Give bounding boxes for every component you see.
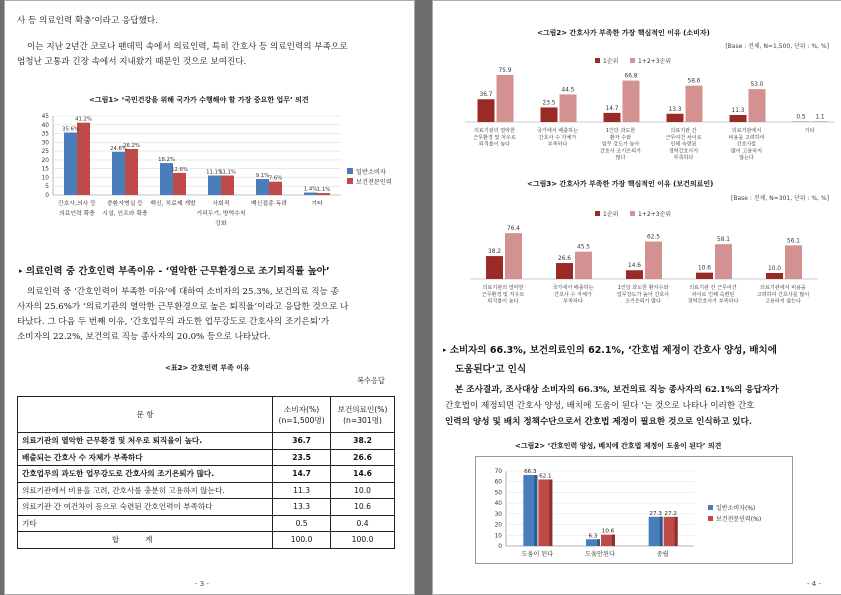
table-row: 간호업무의 과도한 업무강도로 간호사의 조기은퇴가 많다. 14.7 14.6 bbox=[18, 466, 395, 483]
bar-consumer bbox=[256, 179, 269, 195]
data-label: 1.1% bbox=[316, 187, 331, 194]
section-heading-line2: 도움된다’고 인식 bbox=[455, 364, 527, 375]
bar-total bbox=[812, 121, 829, 122]
x-category-label: 중환자병실 등 bbox=[106, 201, 144, 207]
category-label: 고용하지 않는다 bbox=[764, 298, 802, 305]
fig2-consumer-chart bbox=[445, 39, 835, 174]
fig4-caption: <그림2> ‘간호인력 양성, 배치에 간호법 제정이 도움이 된다’ 의견 bbox=[515, 442, 722, 450]
category-label: 조기은퇴가 많다 bbox=[624, 298, 662, 305]
fig4-legend-consumer: 일반소비자(%) bbox=[716, 505, 756, 512]
table-row: 의료기관에서 비용을 고려, 간호사를 충분히 고용하지 않는다. 11.3 10.0 bbox=[18, 482, 395, 499]
x-category-label: 백신접종 독려 bbox=[250, 201, 288, 207]
data-label-1st: 23.5 bbox=[542, 100, 556, 107]
bar-shade bbox=[597, 539, 600, 546]
category-label: 의료기관의 열악한 bbox=[474, 128, 515, 134]
legend-swatch-professional bbox=[347, 178, 353, 184]
data-label-total: 76.4 bbox=[507, 226, 520, 233]
data-label-1st: 14.7 bbox=[605, 105, 619, 112]
section-heading-nurse-shortage bbox=[19, 263, 330, 277]
data-label-total: 58.1 bbox=[717, 237, 730, 244]
data-label: 9.1% bbox=[255, 173, 270, 180]
intro-line-3: 엄청난 고통과 긴장 속에서 지내왔기 때문인 것으로 보여진다. bbox=[17, 57, 247, 67]
fig2-legend-1st: 1순위 bbox=[603, 58, 619, 65]
x-category-label: 거리두기, 방역수칙 bbox=[196, 211, 246, 217]
figure1-bar-chart bbox=[15, 107, 407, 241]
table2 bbox=[17, 396, 395, 549]
fig4-legend-swatch-professional bbox=[708, 516, 713, 521]
bar-total bbox=[749, 89, 766, 122]
page-number: - 4 - bbox=[807, 580, 821, 588]
y-tick-label: 10 bbox=[41, 175, 49, 182]
data-label-1st: 13.3 bbox=[668, 106, 682, 113]
category-label: 비용을 고려하여 bbox=[728, 134, 765, 141]
fig3-professional-chart bbox=[445, 191, 835, 321]
data-label: 27.2 bbox=[664, 510, 677, 517]
y-tick-label: 0 bbox=[45, 193, 49, 199]
para-line-1: 의료인력 중 ‘간호인력이 부족한 이유’에 대하여 소비자의 25.3%, 보건의료 직능 종 bbox=[27, 287, 339, 297]
bar-total bbox=[497, 75, 514, 122]
table-row: 배출되는 간호사 수 자체가 부족하다 23.5 26.6 bbox=[18, 449, 395, 466]
category-label: 퇴직률이 높다 bbox=[478, 141, 511, 148]
category-label: 근무여건 차이로 bbox=[665, 134, 702, 141]
category-label: 차이로 인해 숙련된 bbox=[691, 291, 735, 298]
data-label: 11.1% bbox=[219, 169, 236, 176]
para-line-2: 사자의 25.6%가 ‘의료기관의 열악한 근무환경으로 높은 퇴직율’이라고 응답한 것으로 나 bbox=[17, 302, 349, 312]
y-tick-label: 10 bbox=[494, 533, 502, 540]
category-label: 의료기관 간 bbox=[670, 128, 697, 134]
bar-professional bbox=[77, 123, 90, 195]
bar-professional bbox=[125, 149, 138, 195]
bar-professional bbox=[317, 193, 330, 195]
bar-total bbox=[715, 244, 732, 279]
data-label: 26.2% bbox=[123, 143, 140, 150]
bar-consumer bbox=[112, 152, 125, 195]
bar-1st bbox=[626, 270, 643, 279]
y-tick-label: 45 bbox=[41, 114, 49, 120]
intro-line-1: 사 등 의료인력 확충’이라고 응답했다. bbox=[17, 16, 158, 26]
fig3-caption: <그림3> 간호사가 부족한 가장 핵심적인 이유 (보건의료인) bbox=[527, 180, 714, 188]
data-label: 7.6% bbox=[268, 175, 283, 182]
category-label: 많이 고용하지 bbox=[730, 148, 763, 155]
fig4-legend-swatch-consumer bbox=[708, 505, 713, 510]
bar-shade bbox=[675, 517, 678, 546]
legend-swatch-consumer bbox=[347, 168, 353, 174]
data-label-total: 53.0 bbox=[750, 82, 764, 89]
y-tick-label: 40 bbox=[494, 501, 502, 508]
y-tick-label: 30 bbox=[41, 140, 49, 147]
bar-total bbox=[785, 245, 802, 279]
category-label: 간호사 수 자체가 bbox=[538, 134, 577, 141]
section-heading-nursing-act: ▸ 소비자의 66.3%, 보건의료인의 62.1%, ‘간호법 제정이 간호사 양성, 배치에 bbox=[443, 345, 777, 356]
bar-shade bbox=[612, 535, 615, 546]
x-category-label: 의료인력 확충 bbox=[58, 211, 96, 217]
fig2-caption: <그림2> 간호사가 부족한 가장 핵심적인 이유 (소비자) bbox=[537, 29, 710, 37]
category-label: 국가에서 배출하는 bbox=[537, 128, 578, 134]
bar-professional bbox=[173, 173, 186, 195]
bullet-icon: ▸ bbox=[443, 346, 447, 354]
data-label: 24.6% bbox=[110, 145, 127, 152]
page-3 bbox=[4, 0, 415, 595]
y-tick-label: 70 bbox=[494, 469, 502, 475]
bar-total bbox=[645, 242, 662, 280]
para-line-3: 타났다. 그 다음 두 번째 이유, ‘간호업무의 과도한 업무강도로 간호사의 조기은퇴’가 bbox=[17, 317, 330, 327]
x-category-label: 백신, 치료제 개발 bbox=[150, 201, 196, 207]
data-label-total: 66.8 bbox=[624, 73, 638, 80]
y-tick-label: 5 bbox=[45, 184, 49, 191]
category-label: 의료기관 간 근무여건 bbox=[689, 285, 737, 291]
data-label: 12.6% bbox=[171, 166, 188, 173]
para-line-4: 소비자의 22.2%, 보건의료 직능 종사자의 20.0% 등으로 나타났다. bbox=[17, 332, 271, 342]
category-label: 기타 bbox=[804, 128, 815, 134]
data-label-1st: 14.6 bbox=[628, 263, 641, 270]
bar-1st bbox=[541, 107, 558, 122]
p2-para-line-1: 본 조사결과, 조사대상 소비자의 66.3%, 보건의료 직능 종사자의 62.1%의 응답자가 bbox=[455, 385, 779, 395]
category-label: 많다 bbox=[615, 155, 626, 162]
data-label-total: 62.5 bbox=[647, 234, 660, 241]
header-professional: 보건의료인(%) (n=301명) bbox=[331, 397, 395, 433]
x-category-label: 도움안된다 bbox=[585, 551, 615, 558]
bar-1st bbox=[478, 99, 495, 122]
table2-title: <표2> 간호인력 부족 이유 bbox=[165, 364, 250, 372]
x-category-label: 강화 bbox=[215, 221, 227, 227]
category-label: 의료기관에서 비용을 bbox=[760, 285, 806, 291]
bar-total bbox=[575, 252, 592, 279]
category-label: 고려하여 간호사를 많이 bbox=[756, 291, 810, 298]
header-item: 문 항 bbox=[18, 397, 273, 433]
data-label-1st: 10.6 bbox=[698, 265, 711, 272]
bar-1st bbox=[556, 263, 573, 279]
category-label: 근무환경 및 처우로 bbox=[481, 291, 525, 298]
bar-shade bbox=[660, 517, 663, 546]
bar-1st bbox=[486, 256, 503, 279]
data-label-total: 56.1 bbox=[787, 238, 800, 245]
data-label-total: 44.5 bbox=[561, 87, 575, 94]
data-label-1st: 26.6 bbox=[558, 256, 571, 263]
data-label: 62.1 bbox=[539, 473, 552, 480]
legend-label-professional: 보건전문인력 bbox=[356, 179, 392, 186]
header-consumer: 소비자(%) (n=1,500명) bbox=[273, 397, 331, 433]
table-row: 기타 0.5 0.4 bbox=[18, 515, 395, 532]
fig3-legend-total: 1+2+3순위 bbox=[638, 211, 672, 218]
category-label: 1인당 과도한 bbox=[605, 128, 636, 134]
table-row: 의료기관 간 여건차이 등으로 숙련된 간호인력이 부족하다 13.3 10.6 bbox=[18, 499, 395, 516]
category-label: 부족하다 bbox=[563, 298, 583, 305]
x-category-label: 도움이 된다 bbox=[521, 551, 554, 558]
data-label: 66.3 bbox=[524, 468, 537, 475]
y-tick-label: 40 bbox=[41, 122, 49, 129]
y-tick-label: 20 bbox=[494, 522, 502, 529]
bar-consumer bbox=[304, 193, 317, 195]
table-total-row: 합계 100.0 100.0 bbox=[18, 532, 395, 549]
data-label: 1.4% bbox=[303, 186, 318, 193]
y-tick-label: 50 bbox=[494, 490, 502, 497]
bar-1st bbox=[604, 113, 621, 122]
category-label: 업무강도가 높아 간호사 bbox=[616, 291, 670, 298]
data-label-1st: 0.5 bbox=[796, 114, 806, 121]
x-category-label: 간호사,의사 등 bbox=[58, 201, 96, 207]
fig3-base: [Base : 전체, N=301, 단위 : %, %] bbox=[731, 195, 829, 202]
y-tick-label: 0 bbox=[498, 544, 502, 550]
data-label-1st: 38.2 bbox=[488, 249, 501, 256]
data-label-1st: 11.3 bbox=[731, 107, 745, 114]
bar-shade bbox=[534, 475, 537, 546]
bar-professional bbox=[221, 176, 234, 195]
bar-total bbox=[686, 86, 703, 122]
p2-para-line-2: 간호법이 제정되면 간호사 양성, 배치에 도움이 된다 ’는 것으로 나타나 이러한 간호 bbox=[445, 401, 755, 411]
fig3-legend-1st: 1순위 bbox=[603, 211, 619, 218]
bar-total bbox=[505, 233, 522, 279]
fig4-nursing-act-chart bbox=[476, 457, 792, 563]
fig3-legend-swatch-total bbox=[630, 211, 635, 216]
y-tick-label: 60 bbox=[494, 479, 502, 486]
bar-shade bbox=[549, 479, 552, 546]
y-tick-label: 35 bbox=[41, 131, 49, 138]
fig2-base: [Base : 전체, N=1,500, 단위 : %, %] bbox=[725, 43, 829, 50]
data-label-1st: 36.7 bbox=[479, 92, 493, 99]
fig2-legend-total: 1+2+3순위 bbox=[638, 58, 672, 65]
category-label: 간호사 조기은퇴가 bbox=[600, 148, 641, 155]
bar-1st bbox=[696, 273, 713, 279]
category-label: 않는다 bbox=[739, 155, 754, 162]
data-label: 18.2% bbox=[158, 157, 175, 164]
data-label: 35.6% bbox=[62, 126, 79, 133]
table-row: 의료기관의 열악한 근무환경 및 처우로 퇴직율이 높다. 36.7 38.2 bbox=[18, 433, 395, 450]
data-label: 27.3 bbox=[649, 510, 662, 517]
category-label: 부족하다 bbox=[547, 141, 568, 148]
category-label: 업무 강도가 높아 bbox=[601, 141, 640, 148]
multi-response-note: 복수응답 bbox=[357, 376, 385, 385]
category-label: 국가에서 배출하는 bbox=[552, 285, 594, 291]
category-label: 인해 숙련된 bbox=[670, 141, 697, 148]
data-label: 41.2% bbox=[75, 116, 92, 123]
fig3-legend-swatch-1st bbox=[595, 211, 600, 216]
category-label: 1인당 과도한 환자수와 bbox=[617, 285, 669, 291]
data-label-total: 45.5 bbox=[577, 244, 590, 251]
data-label-1st: 10.0 bbox=[768, 266, 781, 272]
category-label: 의료기관에서 bbox=[731, 128, 762, 134]
category-label: 퇴직률이 높다 bbox=[487, 298, 519, 305]
category-label: 간호사 수 자체가 bbox=[554, 291, 592, 298]
x-category-label: 중립 bbox=[656, 551, 669, 558]
bar-total bbox=[623, 81, 640, 122]
fig4-legend-professional: 보건전문인력(%) bbox=[716, 516, 762, 523]
bar-consumer bbox=[208, 176, 221, 195]
category-label: 근무환경 및 처우로 bbox=[473, 134, 516, 141]
bar-consumer bbox=[64, 133, 77, 195]
data-label-total: 58.6 bbox=[687, 78, 701, 85]
data-label-total: 1.1 bbox=[815, 114, 825, 121]
page-number: - 3 - bbox=[195, 580, 209, 588]
x-category-label: 기타 bbox=[311, 201, 323, 207]
x-category-label: 사회적 bbox=[212, 201, 230, 207]
data-label-total: 75.9 bbox=[498, 67, 512, 74]
p2-para-line-3: 인력의 양성 및 배치 정책수단으로서 간호법 제정이 필요한 것으로 인식하고 있다. bbox=[445, 417, 752, 427]
bar-total bbox=[560, 94, 577, 122]
bar-professional bbox=[269, 182, 282, 195]
legend-label-consumer: 일반소비자 bbox=[356, 169, 386, 176]
category-label: 간호사를 bbox=[736, 141, 757, 148]
category-label: 의료기관의 열악한 bbox=[482, 285, 524, 291]
bar-1st bbox=[667, 114, 684, 122]
y-tick-label: 25 bbox=[41, 149, 49, 156]
intro-line-2: 이는 지난 2년간 코로나 팬데믹 속에서 의료인력, 특히 간호사 등 의료인력의 부족으로 bbox=[27, 42, 348, 52]
category-label: 경력간호사가 부족하다 bbox=[687, 298, 739, 305]
fig2-legend-swatch-total bbox=[630, 58, 635, 63]
bullet-icon: ▸ bbox=[19, 267, 23, 275]
bar-1st bbox=[730, 115, 747, 122]
category-label: 경력간호사가 bbox=[668, 148, 699, 155]
heading-text: 의료인력 중 간호인력 부족이유 - ‘열악한 근무환경으로 조기퇴직률 높아’ bbox=[25, 266, 330, 277]
fig2-legend-swatch-1st bbox=[595, 58, 600, 63]
category-label: 부족하다 bbox=[673, 155, 694, 162]
x-category-label: 시설, 인프라 확충 bbox=[102, 211, 148, 217]
data-label: 11.1% bbox=[206, 169, 223, 176]
page-4 bbox=[432, 0, 841, 595]
y-tick-label: 30 bbox=[494, 511, 502, 518]
y-tick-label: 20 bbox=[41, 157, 49, 164]
data-label: 6.3 bbox=[588, 533, 598, 540]
data-label: 10.6 bbox=[601, 528, 615, 535]
category-label: 환자 수와 bbox=[609, 134, 632, 141]
bar-1st bbox=[766, 273, 783, 279]
table-header-row bbox=[18, 397, 395, 433]
figure1-caption: <그림1> ‘국민건강을 위해 국가가 수행해야 할 가장 중요한 업무’ 의견 bbox=[89, 96, 309, 104]
y-tick-label: 15 bbox=[41, 166, 49, 173]
